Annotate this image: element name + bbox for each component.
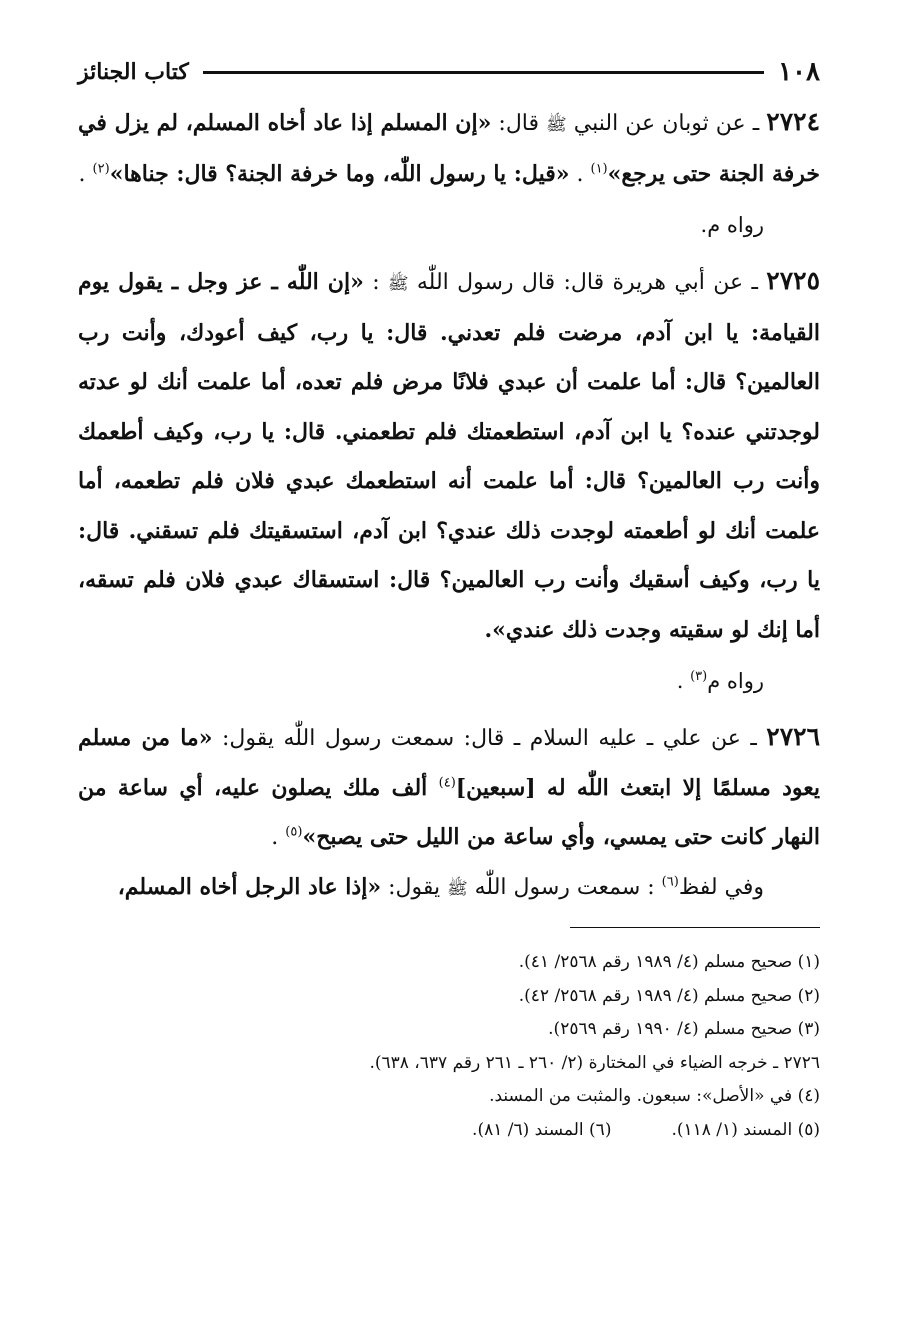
hadith-2724 xyxy=(78,98,820,199)
hadith-2725 xyxy=(78,257,820,655)
variant-intro: وفي لفظ xyxy=(678,874,764,900)
page-number: ١٠٨ xyxy=(778,57,820,87)
said-text: يقول: xyxy=(381,874,448,900)
hadith-quote: «ما من مسلم يعود مسلمًا إلا ابتعث اللّٰه له [سبعين] xyxy=(78,725,820,801)
hadith-intro: ـ عن أبي هريرة قال: قال رسول اللّٰه xyxy=(408,270,767,295)
hadith-2726 xyxy=(78,713,820,863)
end-text: . xyxy=(676,669,691,693)
footnote-ref: (٣) xyxy=(690,669,708,684)
hadith-quote: ألف ملك يصلون عليه، أي ساعة من النهار كانت حتى يمسي، وأي ساعة من الليل حتى يصبح» xyxy=(78,774,820,850)
hadith-2726-variant xyxy=(78,863,820,914)
page-header xyxy=(78,50,820,94)
footnote-ref: (٤) xyxy=(438,775,456,791)
narration-line xyxy=(78,199,820,251)
hadith-intro: ـ عن ثوبان عن النبي xyxy=(566,111,767,136)
footnote-rule xyxy=(570,927,820,928)
separator-text: : xyxy=(363,270,388,295)
footnotes xyxy=(78,946,820,1147)
hadith-quote: «إن المسلم إذا عاد أخاه المسلم، لم يزل في خرفة الجنة حتى يرجع» xyxy=(78,110,820,187)
end-text: . xyxy=(78,161,93,187)
hadith-quote: «إذا عاد الرجل أخاه المسلم، xyxy=(117,873,382,900)
footnote-5: (٥) المسند (١/ ١١٨). xyxy=(671,1119,820,1140)
footnote-ref: (١) xyxy=(590,161,608,177)
salutation-symbol: ﷺ xyxy=(546,115,567,135)
footnote-ref: (٥) xyxy=(285,824,303,840)
end-text: . xyxy=(271,825,286,850)
separator-text: . xyxy=(569,161,591,187)
said-text: قال: xyxy=(491,111,547,136)
footnote-pair xyxy=(78,1114,820,1148)
footnote-1: (١) صحيح مسلم (٤/ ١٩٨٩ رقم ٢٥٦٨/ ٤١). xyxy=(518,952,820,972)
hadith-intro: ـ عن علي ـ عليه السلام ـ قال: سمعت رسول اللّٰه يقول: xyxy=(212,726,767,751)
footnote-6: (٦) المسند (٦/ ٨١). xyxy=(472,1119,612,1140)
salutation-symbol: ﷺ xyxy=(387,274,409,294)
salutation-symbol: ﷺ xyxy=(447,878,468,899)
narration-text: رواه م. xyxy=(700,213,764,237)
footnote-4: (٤) في «الأصل»: سبعون. والمثبت من المسند. xyxy=(489,1086,820,1106)
header-rule xyxy=(203,71,764,74)
footnote-2: (٢) صحيح مسلم (٤/ ١٩٨٩ رقم ٢٥٦٨/ ٤٢). xyxy=(518,985,820,1006)
footnote-ref: (٢) xyxy=(92,161,110,177)
narration-text: رواه م xyxy=(707,669,764,693)
hadith-quote: «قيل: يا رسول اللّٰه، وما خرفة الجنة؟ قال: جناها» xyxy=(109,160,570,187)
variant-text: : سمعت رسول اللّٰه xyxy=(467,874,662,900)
narration-line xyxy=(78,655,820,707)
footnote-2726: ٢٧٢٦ ـ خرجه الضياء في المختارة (٢/ ٢٦٠ ـ ٢٦١ رقم ٦٣٧، ٦٣٨). xyxy=(369,1052,820,1073)
body-text xyxy=(78,98,820,913)
hadith-quote: «إن اللّٰه ـ عز وجل ـ يقول يوم القيامة: يا ابن آدم، مرضت فلم تعدني. قال: يا رب، كيف أعودك، وأنت رب العالمين؟ قال: أما علمت أن عبدي فلانًا مرض فلم تعده، أما علمت أنك لو عدته لوجدتني عنده؟ يا ابن آدم، استطعمتك فلم تطعمني. قال: يا رب، وكيف أطعمك وأنت رب العالمين؟ قال: أما علمت أنه استطعمك عبدي فلان فلم تطعمه، أما علمت أنك لو أطعمته لوجدت ذلك عندي؟ ابن آدم، استسقيتك فلم تسقني. قال: يا رب، وكيف أسقيك وأنت رب العالمين؟ قال: استسقاك عبدي فلان فلم تسقه، أما إنك لو سقيته وجدت ذلك عندي». xyxy=(78,269,820,643)
running-title: كتاب الجنائز xyxy=(78,59,189,85)
hadith-number: ٢٧٢٤ xyxy=(766,107,820,136)
hadith-number: ٢٧٢٥ xyxy=(766,266,821,295)
document-page xyxy=(78,50,820,1147)
footnote-3: (٣) صحيح مسلم (٤/ ١٩٩٠ رقم ٢٥٦٩). xyxy=(548,1019,820,1039)
hadith-number: ٢٧٢٦ xyxy=(766,722,821,751)
footnote-ref: (٦) xyxy=(661,874,679,890)
